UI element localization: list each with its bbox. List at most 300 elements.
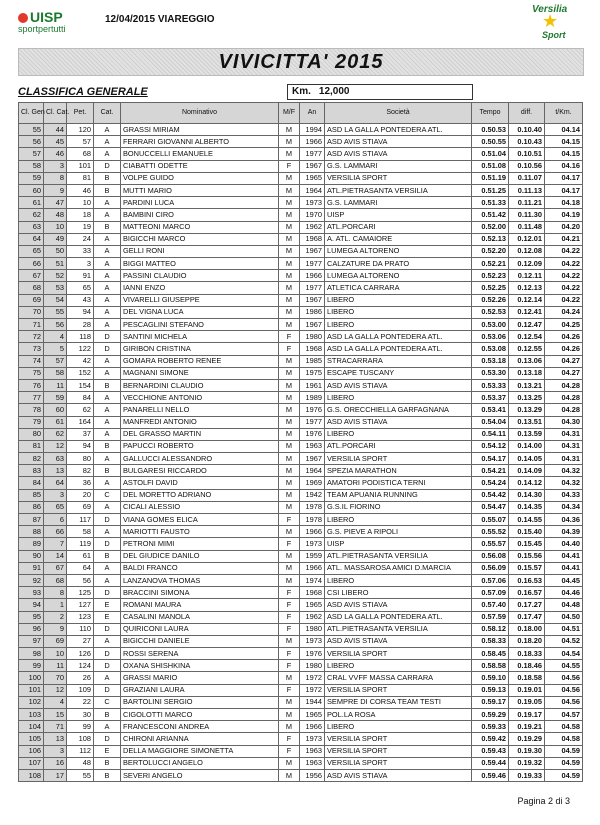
table-row bbox=[19, 379, 583, 391]
table-cell: 0.55.52 bbox=[472, 526, 509, 538]
table-cell: 94 bbox=[67, 440, 94, 452]
table-cell: 04.22 bbox=[545, 258, 583, 270]
table-cell: CASALINI MANOLA bbox=[121, 611, 279, 623]
table-cell: A bbox=[94, 124, 121, 136]
table-row bbox=[19, 757, 583, 769]
table-cell: OXANA SHISHKINA bbox=[121, 660, 279, 672]
table-cell: 56 bbox=[67, 574, 94, 586]
table-cell: 14 bbox=[44, 550, 67, 562]
table-cell: A bbox=[94, 233, 121, 245]
table-cell: G.S.IL FIORINO bbox=[325, 501, 472, 513]
table-cell: 94 bbox=[19, 599, 44, 611]
table-cell: 125 bbox=[67, 587, 94, 599]
table-cell: 0.16.53 bbox=[509, 574, 545, 586]
table-row bbox=[19, 733, 583, 745]
table-cell: CRAL VVFF MASSA CARRARA bbox=[325, 672, 472, 684]
table-cell: 04.54 bbox=[545, 648, 583, 660]
col-header: Cl. Gen bbox=[19, 103, 44, 124]
table-cell: BIGGI MATTEO bbox=[121, 258, 279, 270]
table-cell: CHIRONI ARIANNA bbox=[121, 733, 279, 745]
table-cell: 1989 bbox=[300, 392, 325, 404]
table-cell: 04.31 bbox=[545, 428, 583, 440]
table-cell: 119 bbox=[67, 538, 94, 550]
table-cell: 04.56 bbox=[545, 672, 583, 684]
table-cell: 3 bbox=[44, 489, 67, 501]
table-row bbox=[19, 428, 583, 440]
table-cell: 90 bbox=[19, 550, 44, 562]
table-cell: DELLA MAGGIORE SIMONETTA bbox=[121, 745, 279, 757]
distance-value: 12,000 bbox=[318, 86, 350, 97]
table-cell: 1 bbox=[44, 599, 67, 611]
table-cell: F bbox=[279, 538, 300, 550]
table-cell: A bbox=[94, 404, 121, 416]
table-cell: ATL.PORCARI bbox=[325, 221, 472, 233]
table-cell: 0.12.54 bbox=[509, 331, 545, 343]
table-cell: 0.53.33 bbox=[472, 379, 509, 391]
table-cell: 0.10.43 bbox=[509, 136, 545, 148]
table-row bbox=[19, 245, 583, 257]
table-cell: D bbox=[94, 660, 121, 672]
table-cell: 51 bbox=[44, 258, 67, 270]
table-cell: 1944 bbox=[300, 696, 325, 708]
table-cell: 04.58 bbox=[545, 721, 583, 733]
table-cell: 1966 bbox=[300, 526, 325, 538]
table-cell: 1965 bbox=[300, 709, 325, 721]
table-row bbox=[19, 197, 583, 209]
table-cell: 0.59.42 bbox=[472, 733, 509, 745]
table-row bbox=[19, 209, 583, 221]
table-cell: 04.17 bbox=[545, 172, 583, 184]
table-cell: B bbox=[94, 172, 121, 184]
table-cell: 69 bbox=[19, 294, 44, 306]
table-cell: F bbox=[279, 331, 300, 343]
table-cell: 1970 bbox=[300, 209, 325, 221]
table-cell: 1977 bbox=[300, 148, 325, 160]
table-cell: 0.53.18 bbox=[472, 355, 509, 367]
table-cell: 24 bbox=[67, 233, 94, 245]
table-cell: D bbox=[94, 623, 121, 635]
table-cell: 04.16 bbox=[545, 160, 583, 172]
table-cell: F bbox=[279, 684, 300, 696]
table-cell: M bbox=[279, 562, 300, 574]
table-cell: ATL.PIETRASANTA VERSILIA bbox=[325, 184, 472, 196]
table-cell: 3 bbox=[44, 160, 67, 172]
table-cell: 45 bbox=[44, 136, 67, 148]
table-cell: M bbox=[279, 221, 300, 233]
table-cell: B bbox=[94, 769, 121, 781]
table-cell: 47 bbox=[44, 197, 67, 209]
table-cell: A bbox=[94, 477, 121, 489]
table-cell: 4 bbox=[44, 696, 67, 708]
table-cell: 54 bbox=[44, 294, 67, 306]
table-cell: M bbox=[279, 477, 300, 489]
table-cell: D bbox=[94, 587, 121, 599]
table-cell: 04.40 bbox=[545, 538, 583, 550]
table-cell: M bbox=[279, 489, 300, 501]
table-cell: M bbox=[279, 258, 300, 270]
table-cell: 04.46 bbox=[545, 587, 583, 599]
table-cell: 58 bbox=[19, 160, 44, 172]
table-cell: M bbox=[279, 440, 300, 452]
table-cell: 1963 bbox=[300, 440, 325, 452]
table-cell: 0.59.46 bbox=[472, 769, 509, 781]
table-cell: ASD AVIS STIAVA bbox=[325, 136, 472, 148]
table-cell: LIBERO bbox=[325, 574, 472, 586]
title-banner bbox=[18, 48, 584, 76]
table-cell: 0.51.08 bbox=[472, 160, 509, 172]
table-row bbox=[19, 331, 583, 343]
table-cell: M bbox=[279, 245, 300, 257]
table-cell: D bbox=[94, 331, 121, 343]
table-row bbox=[19, 355, 583, 367]
table-cell: 83 bbox=[19, 465, 44, 477]
table-cell: 0.53.06 bbox=[472, 331, 509, 343]
table-cell: B bbox=[94, 440, 121, 452]
table-cell: 0.19.01 bbox=[509, 684, 545, 696]
table-cell: M bbox=[279, 124, 300, 136]
table-cell: PESCAGLINI STEFANO bbox=[121, 319, 279, 331]
table-cell: BONUCCELLI EMANUELE bbox=[121, 148, 279, 160]
table-cell: GIRIBON CRISTINA bbox=[121, 343, 279, 355]
table-cell: A bbox=[94, 355, 121, 367]
table-cell: M bbox=[279, 709, 300, 721]
table-cell: A bbox=[94, 148, 121, 160]
table-cell: F bbox=[279, 745, 300, 757]
table-cell: 63 bbox=[44, 453, 67, 465]
table-cell: 0.12.08 bbox=[509, 245, 545, 257]
table-cell: 1974 bbox=[300, 574, 325, 586]
table-cell: 93 bbox=[19, 587, 44, 599]
table-cell: 46 bbox=[44, 148, 67, 160]
table-cell: PETRONI MIMI bbox=[121, 538, 279, 550]
col-header: Tempo bbox=[472, 103, 509, 124]
table-cell: 67 bbox=[19, 270, 44, 282]
table-cell: 0.52.53 bbox=[472, 306, 509, 318]
results-table bbox=[18, 102, 583, 782]
table-cell: LIBERO bbox=[325, 306, 472, 318]
table-cell: 6 bbox=[44, 514, 67, 526]
table-cell: D bbox=[94, 733, 121, 745]
table-cell: A bbox=[94, 562, 121, 574]
table-cell: 112 bbox=[67, 745, 94, 757]
table-cell: 88 bbox=[19, 526, 44, 538]
table-cell: F bbox=[279, 599, 300, 611]
table-cell: 122 bbox=[67, 343, 94, 355]
table-cell: QUIRICONI LAURA bbox=[121, 623, 279, 635]
table-cell: 58 bbox=[44, 367, 67, 379]
table-cell: 44 bbox=[44, 124, 67, 136]
table-cell: 0.56.09 bbox=[472, 562, 509, 574]
table-cell: POL.LA ROSA bbox=[325, 709, 472, 721]
table-cell: SEVERI ANGELO bbox=[121, 769, 279, 781]
table-cell: 59 bbox=[19, 172, 44, 184]
table-cell: 04.28 bbox=[545, 404, 583, 416]
table-cell: 0.11.07 bbox=[509, 172, 545, 184]
table-cell: 64 bbox=[44, 477, 67, 489]
table-cell: 0.58.58 bbox=[472, 660, 509, 672]
table-cell: A bbox=[94, 306, 121, 318]
table-cell: 04.28 bbox=[545, 392, 583, 404]
table-cell: ASD LA GALLA PONTEDERA ATL. bbox=[325, 343, 472, 355]
table-cell: 04.56 bbox=[545, 696, 583, 708]
table-cell: 63 bbox=[19, 221, 44, 233]
table-cell: FERRARI GIOVANNI ALBERTO bbox=[121, 136, 279, 148]
table-cell: ASD LA GALLA PONTEDERA ATL. bbox=[325, 611, 472, 623]
table-cell: ATL.PIETRASANTA VERSILIA bbox=[325, 623, 472, 635]
table-cell: 61 bbox=[44, 416, 67, 428]
table-cell: 8 bbox=[44, 172, 67, 184]
table-cell: 12 bbox=[44, 440, 67, 452]
table-cell: 7 bbox=[44, 538, 67, 550]
table-cell: F bbox=[279, 160, 300, 172]
table-cell: 04.15 bbox=[545, 148, 583, 160]
table-cell: 1966 bbox=[300, 562, 325, 574]
table-cell: 0.19.32 bbox=[509, 757, 545, 769]
table-cell: BAMBINI CIRO bbox=[121, 209, 279, 221]
table-cell: SEMPRE DI CORSA TEAM TESTI bbox=[325, 696, 472, 708]
table-cell: LIBERO bbox=[325, 721, 472, 733]
table-cell: A. ATL. CAMAIORE bbox=[325, 233, 472, 245]
table-cell: LIBERO bbox=[325, 319, 472, 331]
table-cell: VECCHIONE ANTONIO bbox=[121, 392, 279, 404]
results-body bbox=[19, 124, 583, 782]
table-cell: C bbox=[94, 489, 121, 501]
table-cell: 2 bbox=[44, 611, 67, 623]
table-row bbox=[19, 184, 583, 196]
table-cell: M bbox=[279, 721, 300, 733]
table-cell: 04.21 bbox=[545, 233, 583, 245]
table-row bbox=[19, 562, 583, 574]
table-cell: 0.58.12 bbox=[472, 623, 509, 635]
table-cell: 1973 bbox=[300, 197, 325, 209]
table-cell: 04.31 bbox=[545, 453, 583, 465]
table-cell: M bbox=[279, 392, 300, 404]
table-row bbox=[19, 367, 583, 379]
table-cell: 92 bbox=[19, 574, 44, 586]
table-cell: 1976 bbox=[300, 404, 325, 416]
table-cell: M bbox=[279, 233, 300, 245]
table-cell: 5 bbox=[44, 343, 67, 355]
table-cell: 68 bbox=[44, 574, 67, 586]
table-cell: 0.52.00 bbox=[472, 221, 509, 233]
table-row bbox=[19, 648, 583, 660]
table-cell: 4 bbox=[44, 331, 67, 343]
table-cell: 1963 bbox=[300, 745, 325, 757]
table-cell: 0.51.33 bbox=[472, 197, 509, 209]
table-cell: 58 bbox=[67, 526, 94, 538]
table-row bbox=[19, 440, 583, 452]
table-cell: 106 bbox=[19, 745, 44, 757]
table-row bbox=[19, 233, 583, 245]
table-cell: 0.14.55 bbox=[509, 514, 545, 526]
table-cell: 80 bbox=[19, 428, 44, 440]
table-cell: GRAZIANI LAURA bbox=[121, 684, 279, 696]
table-cell: 1964 bbox=[300, 184, 325, 196]
table-cell: BERNARDINI CLAUDIO bbox=[121, 379, 279, 391]
table-cell: 52 bbox=[44, 270, 67, 282]
table-cell: 04.57 bbox=[545, 709, 583, 721]
table-cell: 1961 bbox=[300, 379, 325, 391]
table-row bbox=[19, 160, 583, 172]
table-cell: 0.51.19 bbox=[472, 172, 509, 184]
table-cell: 1968 bbox=[300, 343, 325, 355]
table-row bbox=[19, 270, 583, 282]
table-cell: VERSILIA SPORT bbox=[325, 453, 472, 465]
uisp-logo: UISP sportpertutti bbox=[18, 9, 66, 34]
table-cell: 0.59.17 bbox=[472, 696, 509, 708]
table-cell: A bbox=[94, 721, 121, 733]
table-cell: B bbox=[94, 379, 121, 391]
table-cell: 0.14.09 bbox=[509, 465, 545, 477]
uisp-logo-icon bbox=[18, 13, 28, 23]
table-cell: 0.12.41 bbox=[509, 306, 545, 318]
table-cell: 16 bbox=[44, 757, 67, 769]
table-cell: ESCAPE TUSCANY bbox=[325, 367, 472, 379]
table-cell: D bbox=[94, 343, 121, 355]
table-cell: 04.55 bbox=[545, 660, 583, 672]
distance-box bbox=[287, 84, 473, 100]
table-cell: 0.56.08 bbox=[472, 550, 509, 562]
table-cell: ATL.PORCARI bbox=[325, 440, 472, 452]
table-cell: M bbox=[279, 696, 300, 708]
table-cell: A bbox=[94, 258, 121, 270]
table-cell: 127 bbox=[67, 599, 94, 611]
table-cell: 04.25 bbox=[545, 319, 583, 331]
table-cell: 20 bbox=[67, 489, 94, 501]
table-cell: 0.59.43 bbox=[472, 745, 509, 757]
table-cell: C bbox=[94, 696, 121, 708]
table-cell: 1956 bbox=[300, 769, 325, 781]
table-cell: 04.59 bbox=[545, 745, 583, 757]
table-cell: ASD AVIS STIAVA bbox=[325, 635, 472, 647]
table-cell: PANARELLI NELLO bbox=[121, 404, 279, 416]
table-cell: 1986 bbox=[300, 306, 325, 318]
table-cell: 0.19.05 bbox=[509, 696, 545, 708]
table-cell: GRASSI MIRIAM bbox=[121, 124, 279, 136]
table-cell: 1973 bbox=[300, 733, 325, 745]
table-cell: 1975 bbox=[300, 367, 325, 379]
table-cell: 95 bbox=[19, 611, 44, 623]
table-cell: 57 bbox=[44, 355, 67, 367]
table-cell: E bbox=[94, 611, 121, 623]
table-cell: 81 bbox=[19, 440, 44, 452]
table-cell: 73 bbox=[19, 343, 44, 355]
table-cell: 76 bbox=[19, 379, 44, 391]
table-cell: ATLETICA CARRARA bbox=[325, 282, 472, 294]
table-cell: 19 bbox=[67, 221, 94, 233]
table-cell: 62 bbox=[67, 404, 94, 416]
table-cell: 0.13.25 bbox=[509, 392, 545, 404]
table-cell: 102 bbox=[19, 696, 44, 708]
table-cell: BARTOLINI SERGIO bbox=[121, 696, 279, 708]
table-cell: 04.50 bbox=[545, 611, 583, 623]
table-cell: ASD LA GALLA PONTEDERA ATL. bbox=[325, 331, 472, 343]
table-cell: 0.17.27 bbox=[509, 599, 545, 611]
table-cell: 0.54.42 bbox=[472, 489, 509, 501]
table-row bbox=[19, 550, 583, 562]
table-row bbox=[19, 635, 583, 647]
table-cell: 42 bbox=[67, 355, 94, 367]
table-cell: A bbox=[94, 416, 121, 428]
table-cell: 0.59.10 bbox=[472, 672, 509, 684]
table-cell: VERSILIA SPORT bbox=[325, 757, 472, 769]
table-cell: M bbox=[279, 428, 300, 440]
table-cell: D bbox=[94, 684, 121, 696]
table-cell: 0.12.13 bbox=[509, 282, 545, 294]
table-cell: 04.27 bbox=[545, 367, 583, 379]
col-header: Cl. Cat. bbox=[44, 103, 67, 124]
table-cell: 0.52.23 bbox=[472, 270, 509, 282]
table-cell: BIGICCHI DANIELE bbox=[121, 635, 279, 647]
table-cell: A bbox=[94, 635, 121, 647]
table-row bbox=[19, 672, 583, 684]
table-cell: 1967 bbox=[300, 294, 325, 306]
table-cell: SANTINI MICHELA bbox=[121, 331, 279, 343]
table-cell: A bbox=[94, 367, 121, 379]
col-header: t/Km. bbox=[545, 103, 583, 124]
table-cell: 53 bbox=[44, 282, 67, 294]
table-cell: 04.28 bbox=[545, 379, 583, 391]
table-row bbox=[19, 392, 583, 404]
table-cell: ASD AVIS STIAVA bbox=[325, 599, 472, 611]
table-cell: VERSILIA SPORT bbox=[325, 733, 472, 745]
table-row bbox=[19, 465, 583, 477]
table-cell: 91 bbox=[19, 562, 44, 574]
table-cell: 04.56 bbox=[545, 684, 583, 696]
table-cell: ASTOLFI DAVID bbox=[121, 477, 279, 489]
table-cell: 152 bbox=[67, 367, 94, 379]
table-cell: 154 bbox=[67, 379, 94, 391]
table-cell: 11 bbox=[44, 379, 67, 391]
table-cell: 56 bbox=[44, 319, 67, 331]
table-cell: 55 bbox=[67, 769, 94, 781]
table-cell: A bbox=[94, 294, 121, 306]
table-cell: 66 bbox=[19, 258, 44, 270]
table-cell: 0.11.21 bbox=[509, 197, 545, 209]
table-cell: 0.12.11 bbox=[509, 270, 545, 282]
table-cell: 91 bbox=[67, 270, 94, 282]
table-cell: 49 bbox=[44, 233, 67, 245]
table-cell: 61 bbox=[19, 197, 44, 209]
table-row bbox=[19, 599, 583, 611]
table-cell: 1965 bbox=[300, 172, 325, 184]
table-cell: 69 bbox=[67, 501, 94, 513]
table-cell: GELLI RONI bbox=[121, 245, 279, 257]
table-cell: GOMARA ROBERTO RENEE bbox=[121, 355, 279, 367]
table-cell: 0.53.30 bbox=[472, 367, 509, 379]
table-cell: CIGOLOTTI MARCO bbox=[121, 709, 279, 721]
table-cell: 104 bbox=[19, 721, 44, 733]
table-cell: 0.50.55 bbox=[472, 136, 509, 148]
table-cell: 65 bbox=[44, 501, 67, 513]
table-cell: 71 bbox=[19, 319, 44, 331]
table-cell: MARIOTTI FAUSTO bbox=[121, 526, 279, 538]
table-cell: VIANA GOMES ELICA bbox=[121, 514, 279, 526]
table-row bbox=[19, 306, 583, 318]
table-cell: PAPUCCI ROBERTO bbox=[121, 440, 279, 452]
table-cell: 1962 bbox=[300, 611, 325, 623]
table-cell: 84 bbox=[67, 392, 94, 404]
star-icon: ★ bbox=[542, 11, 559, 31]
table-cell: 0.54.04 bbox=[472, 416, 509, 428]
table-cell: A bbox=[94, 136, 121, 148]
table-cell: TEAM APUANIA RUNNING bbox=[325, 489, 472, 501]
table-cell: 89 bbox=[19, 538, 44, 550]
table-cell: 0.52.26 bbox=[472, 294, 509, 306]
table-cell: 101 bbox=[67, 160, 94, 172]
table-cell: 04.51 bbox=[545, 623, 583, 635]
table-cell: 0.55.07 bbox=[472, 514, 509, 526]
